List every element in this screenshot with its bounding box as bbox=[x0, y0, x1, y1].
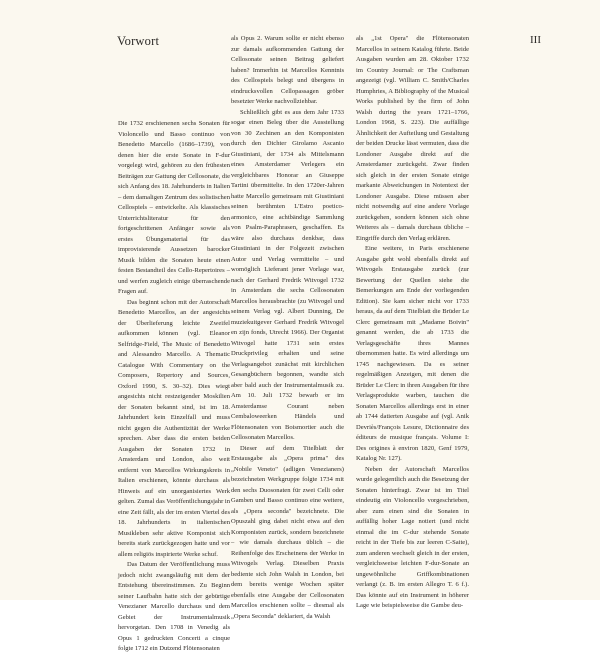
paragraph: Schließlich gibt es aus dem Jahr 1733 sogar einen Beleg über die Ausstellung von 30 Zechinen an den Komponisten durch den Dichter Girolamo Ascanio Giustiniani, der 1734 als Mittelsmann eines Amsterdamer Verlegers ein vergleichbares Honorar an Giuseppe Tartini übermittelte. In den 1720er-Jahren hatte Marcello gemeinsam mit Giustiniani seinen berühmten L'Estro poetico-armonico, eine achtbändige Sammlung von Psalm-Paraphrasen, geschaffen. Es wäre also durchaus denkbar, dass Giustiniani in der Folgezeit zwischen Autor und Verlag vermittelte – und womöglich Lieferant jener Vorlage war, nach der Gerhard Fredrik Witvogel 1732 in Amsterdam die sechs Cellosonaten Marcellos herausbrachte (zu Witvogel und seinem Verlag vgl. Albert Dunning, De muziekuitgever Gerhard Fredrik Witvogel en zijn fonds, Utrecht 1966). Der Organist Witvogel hatte 1731 sein erstes Druckprivileg erhalten und seine Verlagsangebot zunächst mit kirchlichen Gesangbüchern begonnen, wandte sich aber bald auch der Instrumentalmusik zu. Am 10. Juli 1732 bewarb er im Amsterdamse Courant neben Cembaloweerken Händels und Flötensonaten von Boismortier auch die Cellosonaten Marcellos. bbox=[231, 108, 344, 441]
paragraph: als Opus 2. Warum sollte er nicht ebenso zur damals aufkommenden Gattung der Cellosonate seinen Beitrag geliefert haben? Immerhin ist Marcellos Kenntnis des Cellospiels belegt und übergens in eindrucksvollen Cellopassagen gröber besetzter Werke nachvollziehbar. bbox=[231, 35, 344, 105]
paragraph: Eine weitere, in Paris erschienene Ausgabe geht wohl ebenfalls direkt auf Witvogels Erstausgabe zurück (zur Bewertung der Quellen siehe die Bemerkungen am Ende der vorliegenden Edition). Sie kam sicher nicht vor 1733 heraus, da auf dem Titelblatt die Brüder Le Clerc gemeinsam mit „Madame Boivin" genannt werden, die ab 1733 die Verlagsgeschäfte ihres Mannes übernommen hatte. Es wird allerdings um 1745 nachgewiesen. Da es seiner regelmäßigen Anzeigen, mit denen die Brüder Le Clerc in ihren Ausgaben für ihre Verlagsprodukte warben, tauchen die Sonaten Marcellos allerdings erst in einer ab 1744 datierten Ausgabe auf (vgl. Anik Devriès/François Lesure, Dictionnaire des éditeurs de musique français. Volume I: Des origines à environ 1820, Genf 1979, Katalog Nr. 127). bbox=[356, 245, 469, 462]
paragraph: Dieser auf dem Titelblatt der Erstausgabe als „Opera prima" des „Nobile Veneto" (adligen Venezianers) bezeichneten Werkgruppe folgte 1734 mit den sechs Duosonaten für zwei Celli oder Gamben und Basso continuo eine weitere, als „Opera seconda" bezeichnete. Die Opuszahl ging dabei nicht etwa auf den Komponisten zurück, sondern bezeichnete – wie damals durchaus üblich – die Reihenfolge des Erscheinens der Werke in Witvogels Verlag. Dieselben Praxis bediente sich John Walsh in London, bei dem bereits wenige Wochen später ebenfalls eine Ausgabe der Cellosonaten Marcellos erschienen sollte – diesmal als „Opera Seconda" deklariert, da Walsh bbox=[231, 444, 344, 620]
page-title: Vorwort bbox=[117, 34, 160, 48]
paragraph: Das Datum der Veröffentlichung muss jedoch nicht zwangsläufig mit dem der Entstehung übereinstimmen. Zu Beginn seiner Laufbahn hatte sich der gebürtige Venezianer Marcello durchaus und dem Gebiet der Instrumentalmusik hervorgetan. Den 1708 in Venedig als Opus 1 gedruckten Concerti a cinque folgte 1712 ein Dutzend Flötensonaten bbox=[118, 561, 230, 652]
text-column-2 bbox=[231, 34, 344, 622]
text-column-1 bbox=[118, 119, 230, 655]
paragraph: Das beginnt schon mit der Autorschaft Benedetto Marcellos, an der angesichts der Überlieferung leichte Zweifel aufkommen können (vgl. Eleanor Selfridge-Field, The Music of Benedetto and Alessandro Marcello. A Thematic Catalogue With Commentary on the Composers, Repertory and Sources, Oxford 1990, S. 30–32). Dies wiegt angesichts nicht restzeigender Moskilien der Sonaten bekannt sind, ist im 18. Jahrhundert kein Einzelfall und muss nicht gegen die Authentizität der Werke sprechen. Aber dass die ersten beiden Ausgaben der Sonaten 1732 in Amsterdam und London, also weit entfernt von Marcellos Wirkungskreis in Italien erschienen, könnte durchaus als Hinweis auf ein unorganisiertes Werk gelten. Zumal das Veröffentlichungsjahr in eine Zeit fällt, als der im ersten Viertel des 18. Jahrhunderts in italienischen Musikleben sehr aktive Komponist sich bereits stark zurückgezogen hatte und vor allem religiös inspirierte Werke schuf. bbox=[118, 298, 230, 558]
page-number: III bbox=[530, 34, 541, 46]
paragraph: Die 1732 erschienenen sechs Sonaten für Violoncello und Basso continuo von Benedetto Marcello (1686–1739), von denen hier die erste Sonate in F-dur vorgelegt wird, gehören zu den frühesten Beiträgen zur Gattung der Cellosonate, die sich Anfang des 18. Jahrhunderts in Italien – dem damaligen Zentrum des solistischen Cellospiels – entwickelte. Als klassisches Unterrichtsliteratur für den fortgeschrittenen Anfänger sowie als erstes Übungsmaterial für das improvisierende Aussetzen barocker Musik bilden die Sonaten heute einen festen Bestandteil des Cello-Repertoires – und werfen zugleich einige überraschende Fragen auf. bbox=[118, 120, 230, 295]
paragraph: als „1st Opera" die Flötensonaten Marcellos in seinem Katalog führte. Beide Ausgaben wurden am 28. Oktober 1732 im Country Journal: or The Craftsman angezeigt (vgl. William C. Smith/Charles Humphries, A Bibliography of the Musical Works published by the firm of John Walsh during the years 1721–1766, London 1968, S. 223). Die auffällige Ähnlichkeit der Aufteilung und Gestaltung der beiden Drucke lässt vermuten, dass die Londoner Ausgabe direkt auf die Amsterdamer zurückgeht. Zwar finden sich gleich in der ersten Sonate einige markante Abweichungen in Notentext der Londoner Ausgabe. Diese müssen aber nicht notwendig auf eine andere Vorlage zurückgehen, sondern können sich ohne Weiteres als – damals durchaus übliche – Eingriffe durch den Verlag erklären. bbox=[356, 35, 469, 242]
paragraph: Neben der Autorschaft Marcellos wurde gelegentlich auch die Besetzung der Sonaten hinterfragt. Zwar ist im Titel eindeutig ein Violoncello vorgeschrieben, aber zum einen sind die Sonaten in auffällig hoher Lage notiert (und nicht einmal die im C-dur stehende Sonate reicht in der Tiefe bis zur leeren C-Saite), zum anderen wechselt gleich in der ersten, vergleichsweise leichten F-dur-Sonate an ungewöhnliche Griffkombinationen verlangt (z. B. im ersten Allegro T. 6 f.). Das könnte auf ein Instrument in höherer Lage wie beispielsweise die Gambe deu- bbox=[356, 465, 469, 609]
text-column-3 bbox=[356, 34, 469, 612]
